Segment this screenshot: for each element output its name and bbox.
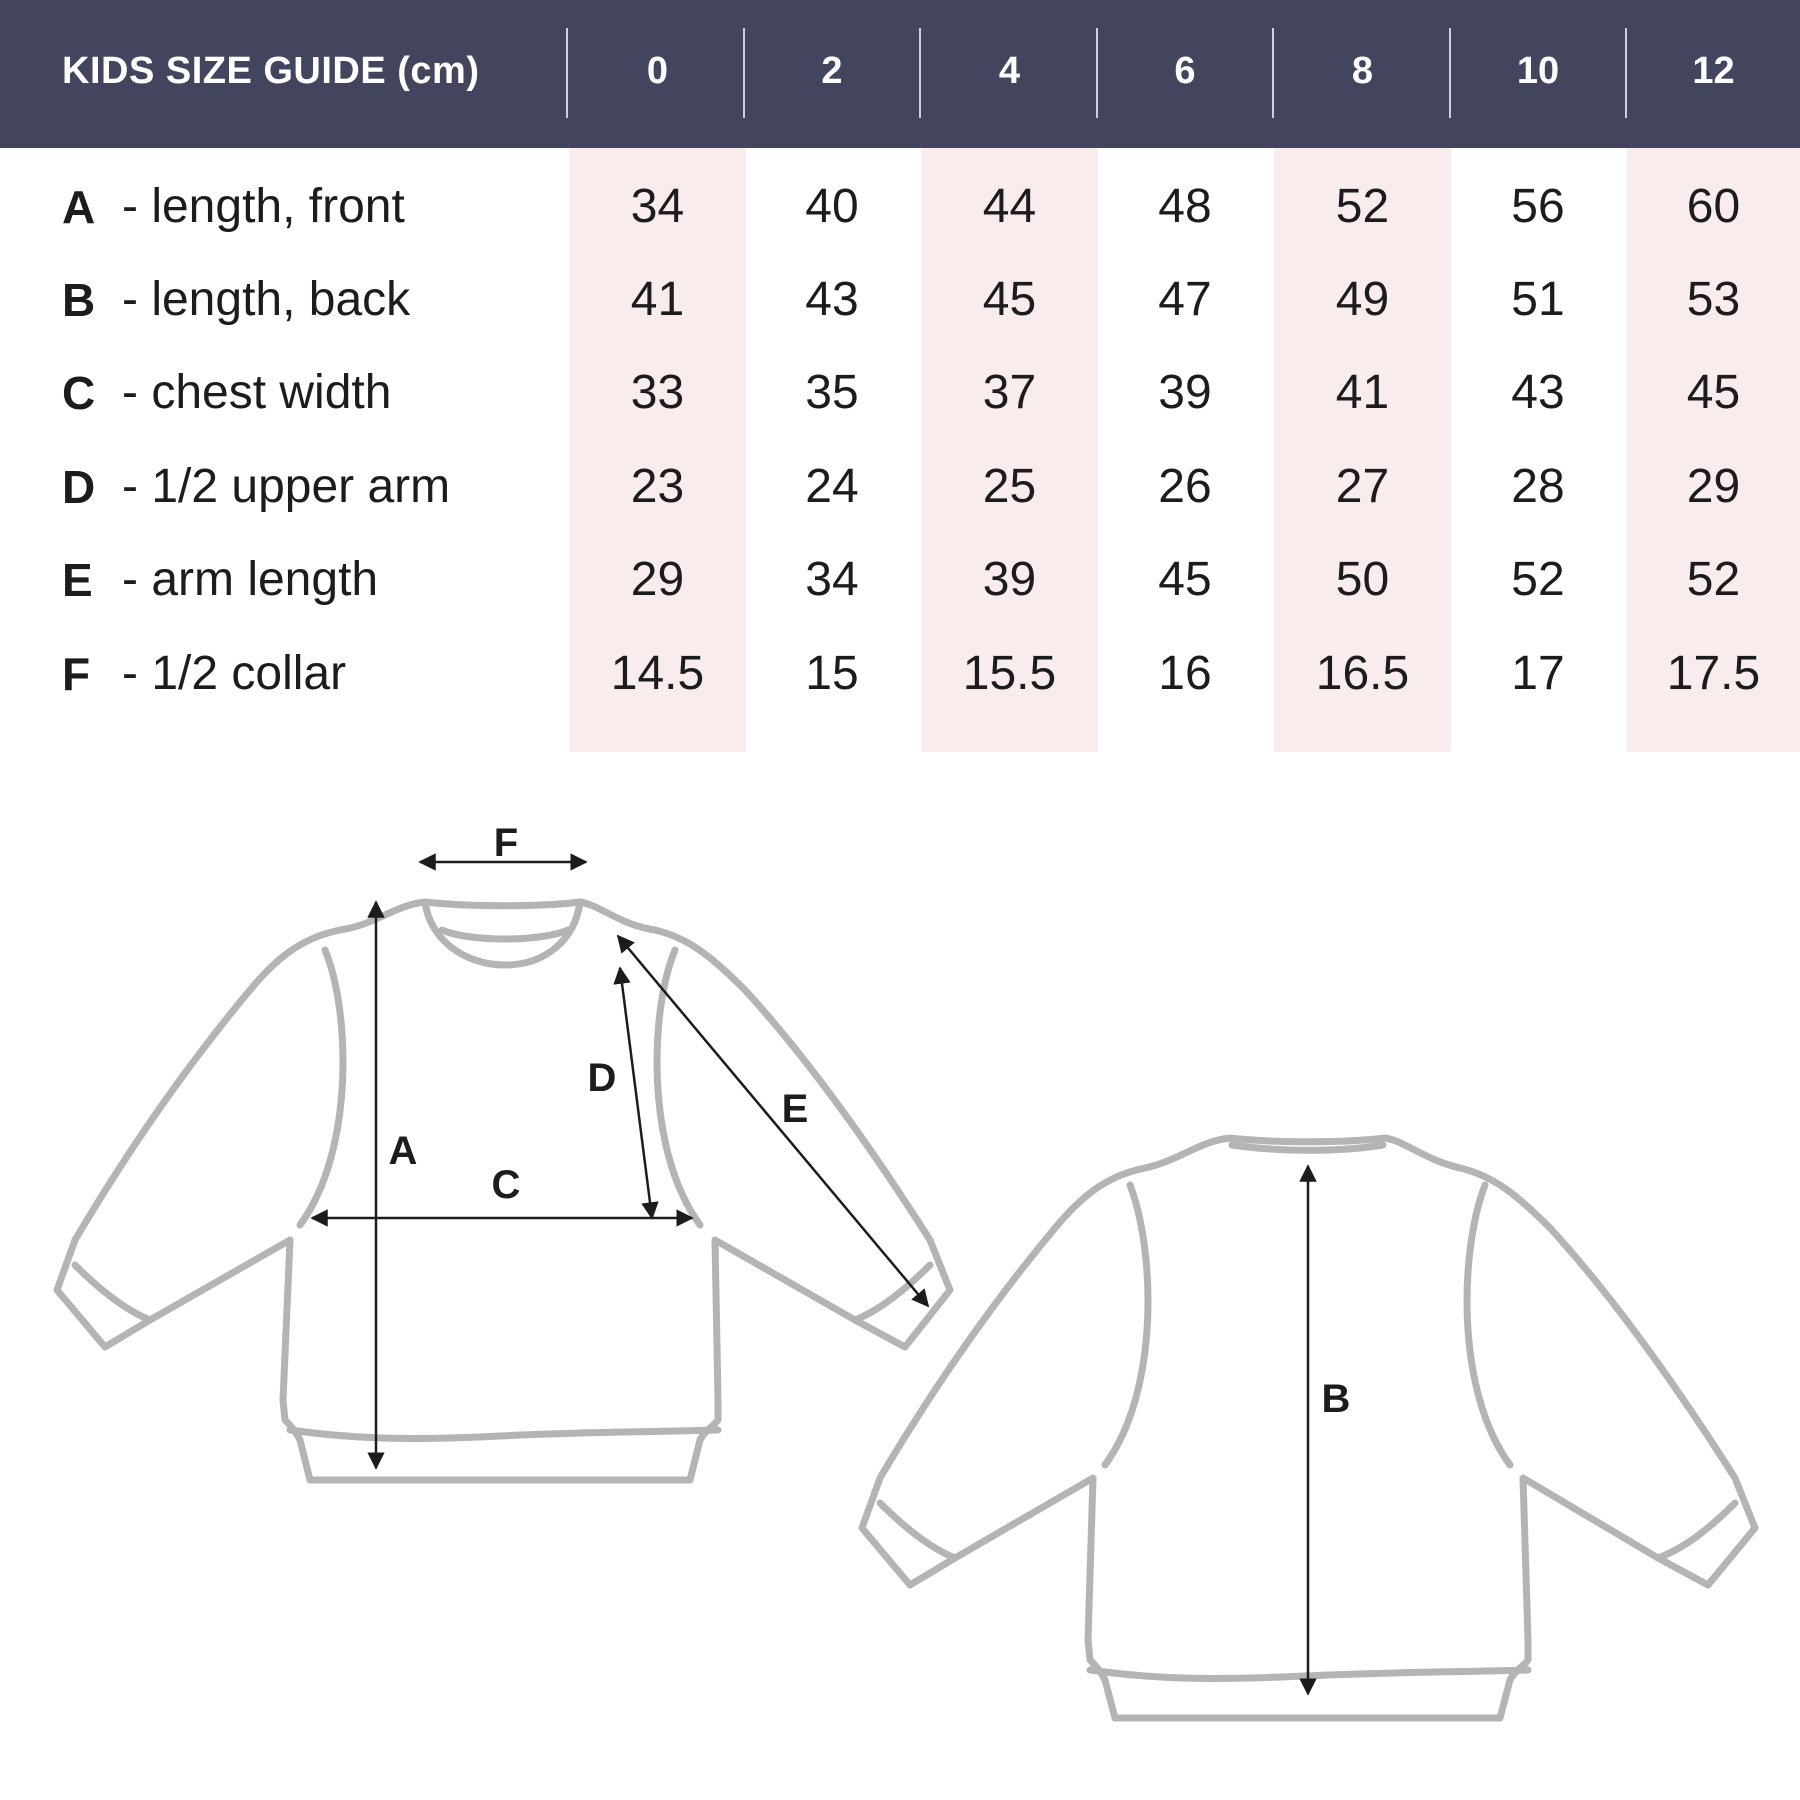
table-cell: 53 bbox=[1686, 273, 1741, 326]
table-cell: 17 bbox=[1511, 647, 1565, 700]
table-cell: 43 bbox=[805, 273, 859, 326]
table-cell: 47 bbox=[1158, 273, 1212, 326]
table-cell: 52 bbox=[1511, 553, 1565, 606]
table-cell: 45 bbox=[982, 273, 1037, 326]
table-cell: 29 bbox=[630, 553, 685, 606]
table-cell: 35 bbox=[805, 366, 859, 419]
table-cell: 45 bbox=[1686, 366, 1741, 419]
row-letter: C bbox=[62, 367, 96, 419]
row-label: - chest width bbox=[122, 366, 392, 419]
size-header-2: 2 bbox=[821, 50, 843, 92]
table-cell: 51 bbox=[1511, 273, 1565, 326]
row-letter: A bbox=[62, 181, 96, 233]
size-header-6: 6 bbox=[1174, 50, 1196, 92]
table-cell: 25 bbox=[982, 460, 1037, 513]
table-cell: 44 bbox=[982, 180, 1037, 233]
row-label: - length, front bbox=[122, 180, 405, 233]
upper-arm-arrow bbox=[620, 968, 652, 1218]
label-e: E bbox=[781, 1087, 809, 1131]
table-cell: 48 bbox=[1158, 180, 1212, 233]
table-cell: 34 bbox=[630, 180, 685, 233]
table-cell: 27 bbox=[1335, 460, 1390, 513]
size-header-4: 4 bbox=[998, 50, 1021, 92]
table-cell: 29 bbox=[1686, 460, 1741, 513]
size-guide-title: KIDS SIZE GUIDE (cm) bbox=[62, 50, 480, 92]
table-cell: 60 bbox=[1686, 180, 1741, 233]
label-b: B bbox=[1321, 1377, 1351, 1421]
size-header-0: 0 bbox=[646, 50, 669, 92]
row-letter: B bbox=[62, 274, 96, 326]
table-cell: 23 bbox=[630, 460, 685, 513]
label-f: F bbox=[493, 821, 519, 865]
row-letter: F bbox=[62, 648, 91, 700]
label-a: A bbox=[388, 1129, 418, 1173]
table-cell: 37 bbox=[982, 366, 1037, 419]
table-cell: 52 bbox=[1335, 180, 1390, 233]
row-label: - length, back bbox=[122, 273, 411, 326]
table-cell: 34 bbox=[805, 553, 859, 606]
table-cell: 26 bbox=[1158, 460, 1212, 513]
table-cell: 17.5 bbox=[1666, 647, 1761, 700]
row-label: - 1/2 collar bbox=[122, 647, 347, 700]
table-cell: 56 bbox=[1511, 180, 1565, 233]
table-cell: 39 bbox=[982, 553, 1037, 606]
size-header-12: 12 bbox=[1692, 50, 1735, 92]
table-cell: 28 bbox=[1511, 460, 1565, 513]
label-d: D bbox=[587, 1056, 617, 1100]
table-cell: 33 bbox=[630, 366, 685, 419]
table-cell: 45 bbox=[1158, 553, 1212, 606]
row-label: - arm length bbox=[122, 553, 379, 606]
table-cell: 43 bbox=[1511, 366, 1565, 419]
size-header-8: 8 bbox=[1351, 50, 1374, 92]
row-letter: D bbox=[62, 461, 96, 513]
table-cell: 49 bbox=[1335, 273, 1390, 326]
table-cell: 16 bbox=[1158, 647, 1212, 700]
table-cell: 40 bbox=[805, 180, 859, 233]
table-cell: 39 bbox=[1158, 366, 1212, 419]
table-cell: 41 bbox=[630, 273, 685, 326]
row-letter: E bbox=[62, 554, 93, 606]
table-cell: 15 bbox=[805, 647, 859, 700]
label-c: C bbox=[491, 1163, 521, 1207]
size-header-10: 10 bbox=[1516, 50, 1560, 92]
table-cell: 24 bbox=[805, 460, 859, 513]
row-label: - 1/2 upper arm bbox=[122, 460, 451, 513]
table-cell: 52 bbox=[1686, 553, 1741, 606]
table-cell: 15.5 bbox=[962, 647, 1057, 700]
table-cell: 16.5 bbox=[1315, 647, 1410, 700]
table-cell: 14.5 bbox=[610, 647, 705, 700]
table-cell: 41 bbox=[1335, 366, 1390, 419]
table-cell: 50 bbox=[1335, 553, 1390, 606]
